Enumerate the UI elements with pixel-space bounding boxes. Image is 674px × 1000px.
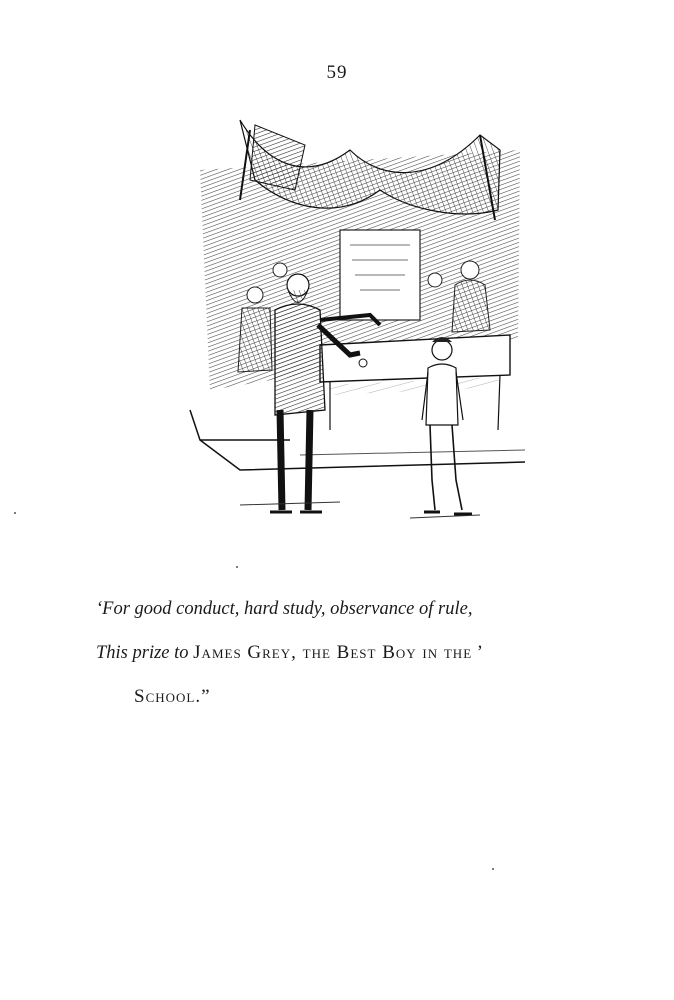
platform [190, 410, 525, 470]
caption-line-2-mark: ’ [476, 643, 483, 663]
prize-giving-illustration [180, 110, 530, 530]
poem-caption [96, 588, 636, 718]
page-speck [492, 868, 494, 870]
caption-line-2-smallcaps: James Grey, the Best Boy in the [193, 642, 473, 663]
caption-line-2-italic: This prize to [96, 643, 189, 663]
prize-medal [359, 359, 367, 367]
illustration-drawing [180, 110, 530, 530]
caption-line-1: ‘For good conduct, hard study, observance of rule, [96, 599, 473, 619]
page-speck [236, 566, 238, 568]
page-speck [14, 512, 16, 514]
flag [250, 125, 305, 190]
caption-line-3: School.” [134, 686, 211, 707]
page-number: 59 [326, 62, 348, 83]
caption-line-2 [96, 631, 636, 675]
